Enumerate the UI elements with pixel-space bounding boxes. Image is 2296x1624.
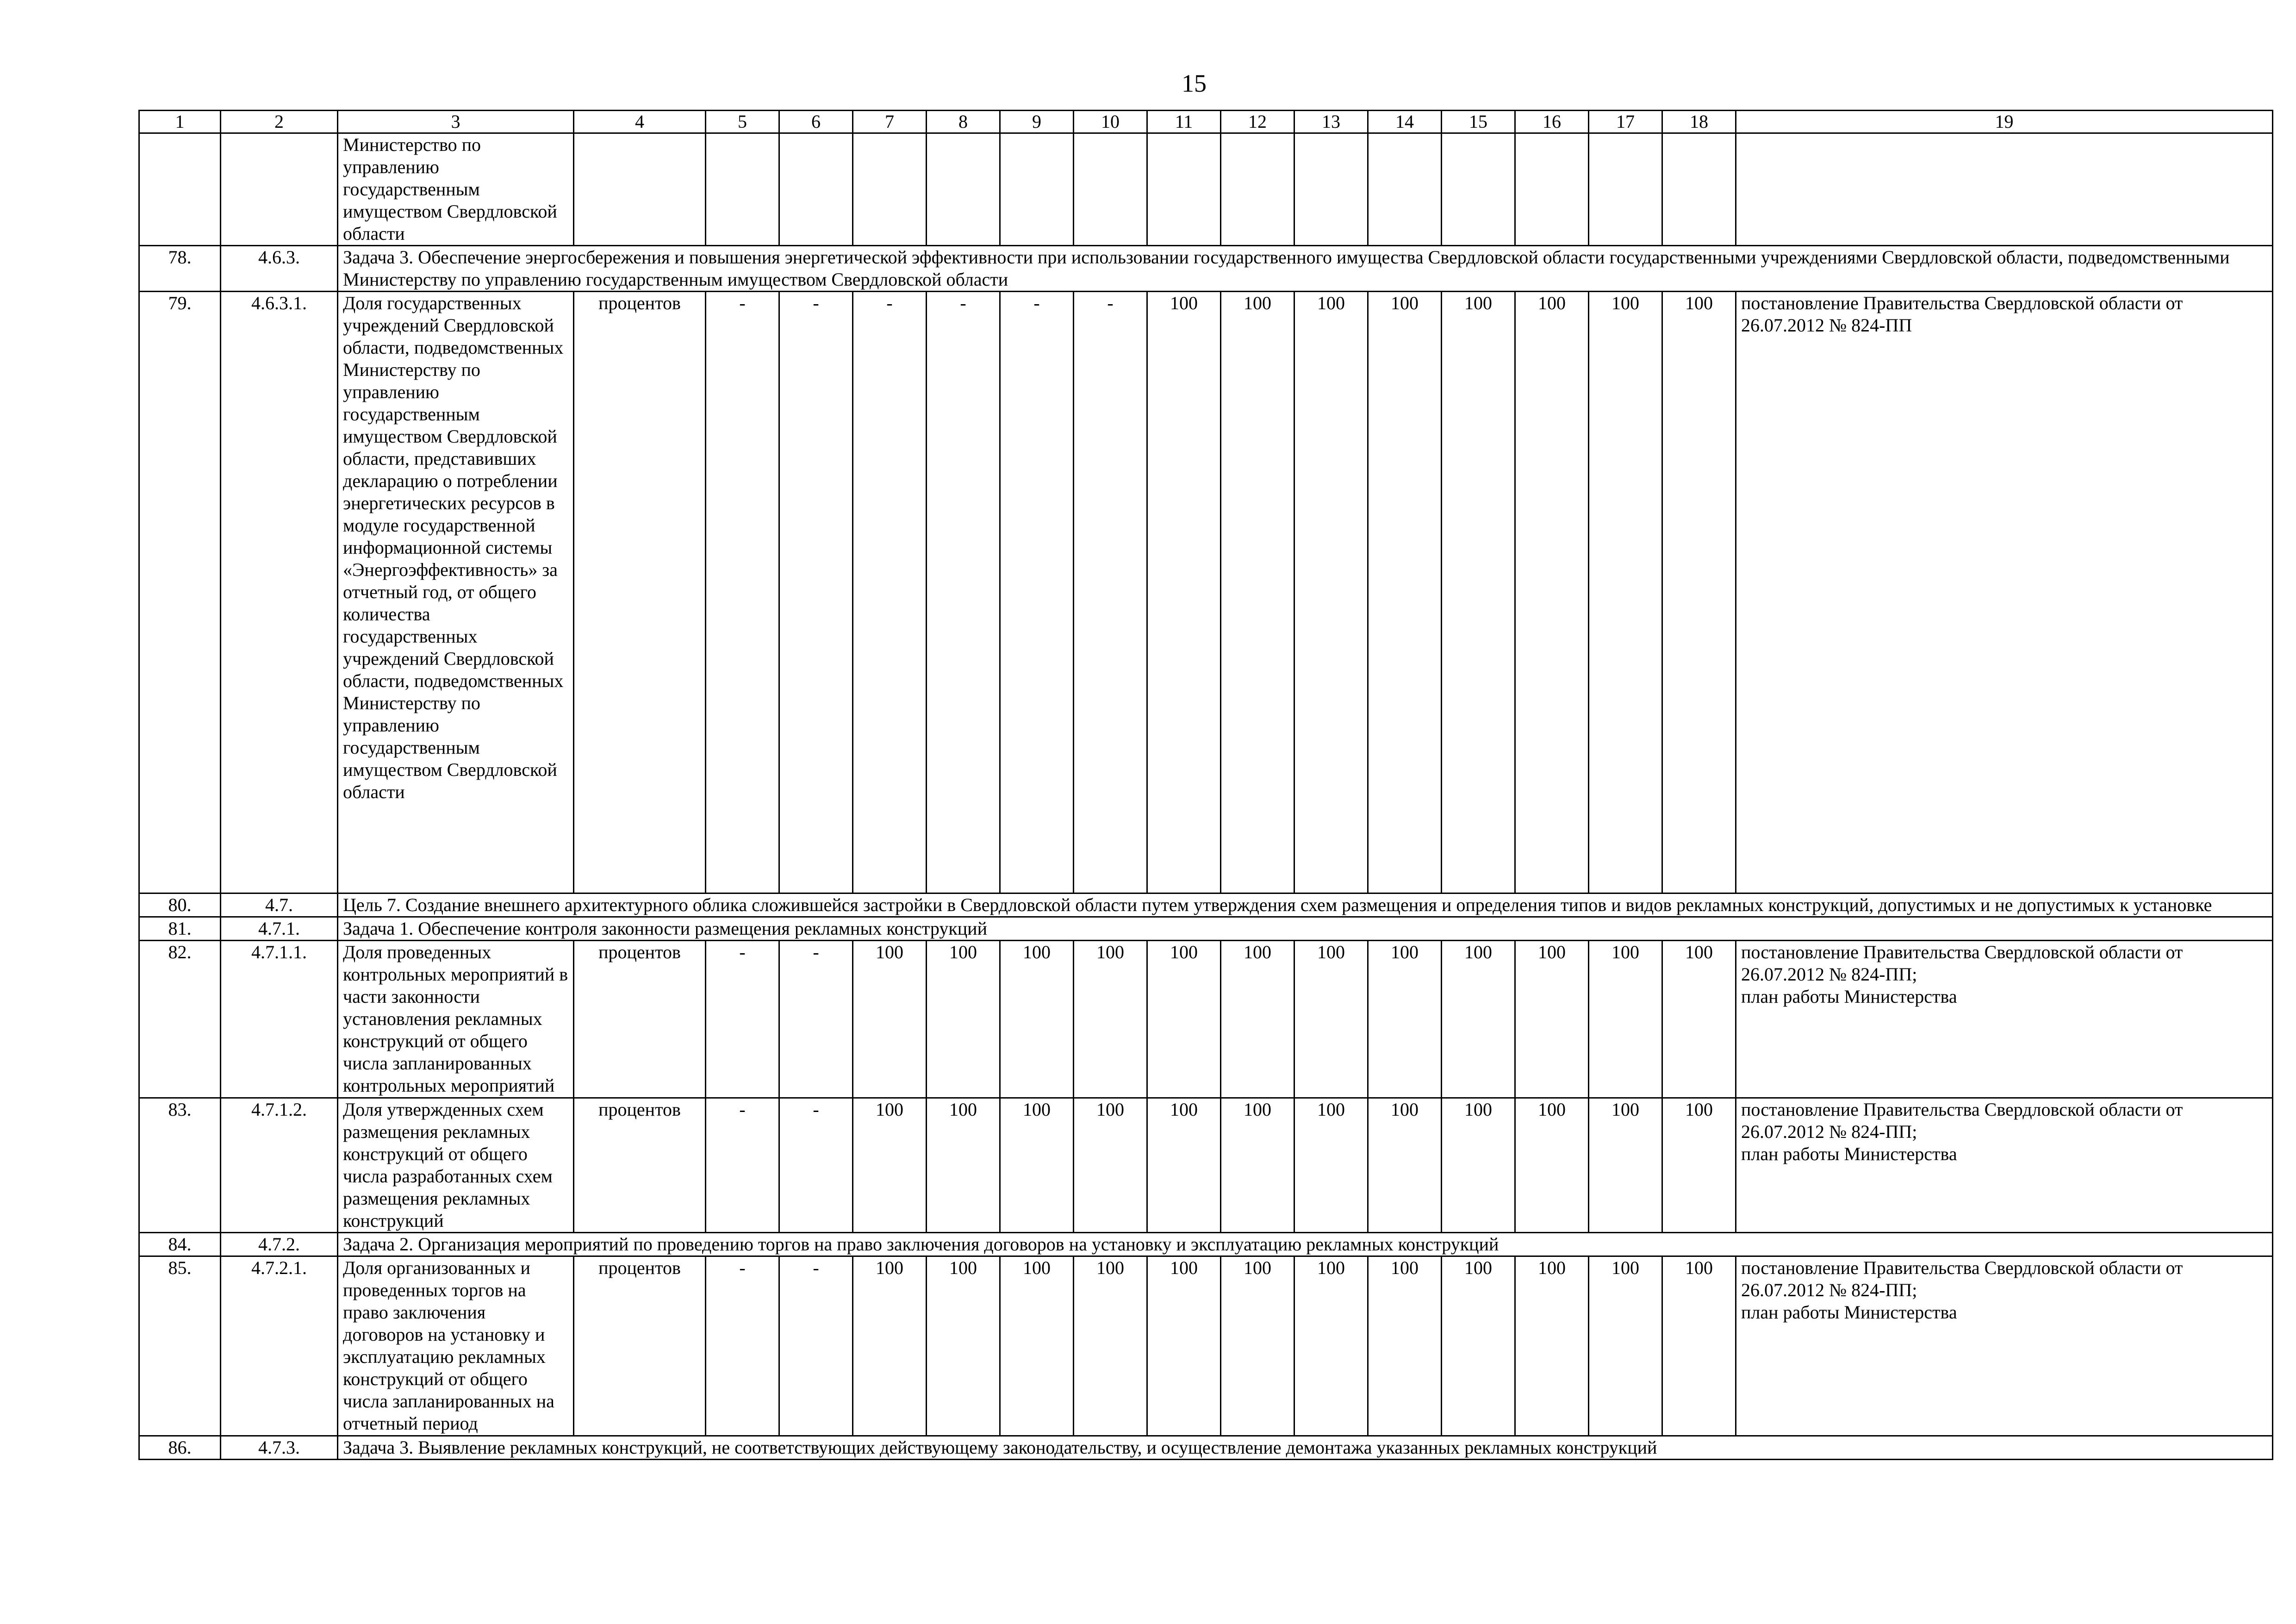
value-cell: 100 xyxy=(1147,1098,1221,1233)
row-number: 85. xyxy=(139,1256,221,1436)
value-cell: 100 xyxy=(1294,941,1368,1098)
col-header: 3 xyxy=(338,111,574,133)
value-cell: - xyxy=(706,1098,779,1233)
row-number: 84. xyxy=(139,1233,221,1256)
indicator-name: Доля утвержденных схем размещения рекламных конструкций от общего числа разработанных схем размещения рекламных конструкций xyxy=(338,1098,574,1233)
source-line: план работы Министерства xyxy=(1741,986,1957,1007)
value-cell: 100 xyxy=(1442,292,1515,893)
source-line: план работы Министерства xyxy=(1741,1143,1957,1164)
value-cell: 100 xyxy=(1662,1098,1736,1233)
col-header: 1 xyxy=(139,111,221,133)
value-cell: - xyxy=(779,941,853,1098)
indicators-table xyxy=(138,110,2273,1460)
col-header: 9 xyxy=(1000,111,1074,133)
value-cell: 100 xyxy=(1074,941,1147,1098)
value-cell: 100 xyxy=(1221,292,1294,893)
unit: процентов xyxy=(574,1256,706,1436)
value-cell: 100 xyxy=(1442,1256,1515,1436)
col-header: 16 xyxy=(1515,111,1589,133)
row-code: 4.7. xyxy=(221,893,338,917)
value-cell: - xyxy=(1000,292,1074,893)
value-cell: 100 xyxy=(1294,292,1368,893)
table-row-indicator xyxy=(139,1256,2273,1436)
task-text: Задача 1. Обеспечение контроля законности размещения рекламных конструкций xyxy=(338,917,2273,941)
source-cell xyxy=(1736,941,2273,1098)
value-cell: 100 xyxy=(927,1098,1000,1233)
task-text: Задача 3. Обеспечение энергосбережения и повышения энергетической эффективности при использовании государственного имущества Свердловской области государственными учреждениями Свердловской области, подведомственными Министерству по управлению государственным имуществом Свердловской области xyxy=(338,246,2273,292)
source-line: план работы Министерства xyxy=(1741,1302,1957,1323)
value-cell: 100 xyxy=(1368,941,1442,1098)
row-code xyxy=(221,133,338,246)
source-cell xyxy=(1736,1098,2273,1233)
value-cell: 100 xyxy=(1662,292,1736,893)
table-row-task xyxy=(139,1436,2273,1460)
value-cell: 100 xyxy=(1074,1256,1147,1436)
row-code: 4.6.3. xyxy=(221,246,338,292)
value-cell: 100 xyxy=(1368,1256,1442,1436)
row-code: 4.7.2.1. xyxy=(221,1256,338,1436)
task-text: Задача 3. Выявление рекламных конструкций, не соответствующих действующему законодательству, и осуществление демонтажа указанных рекламных конструкций xyxy=(338,1436,2273,1460)
source-line: постановление Правительства Свердловской области от 26.07.2012 № 824-ПП; xyxy=(1741,1099,2183,1142)
value-cell: 100 xyxy=(1294,1256,1368,1436)
source-cell: постановление Правительства Свердловской области от 26.07.2012 № 824-ПП xyxy=(1736,292,2273,893)
col-header: 12 xyxy=(1221,111,1294,133)
col-header: 2 xyxy=(221,111,338,133)
value-cell: - xyxy=(779,1098,853,1233)
value-cell: - xyxy=(706,1256,779,1436)
col-header: 6 xyxy=(779,111,853,133)
col-header: 19 xyxy=(1736,111,2273,133)
row-number xyxy=(139,133,221,246)
indicator-name: Доля проведенных контрольных мероприятий в части законности установления рекламных конструкций от общего числа запланированных контрольных мероприятий xyxy=(338,941,574,1098)
value-cell: 100 xyxy=(1662,1256,1736,1436)
table-row-indicator xyxy=(139,1098,2273,1233)
value-cell: - xyxy=(706,292,779,893)
value-cell: 100 xyxy=(1368,292,1442,893)
col-header: 8 xyxy=(927,111,1000,133)
row-code: 4.7.1. xyxy=(221,917,338,941)
indicator-name: Министерство по управлению государственным имуществом Свердловской области xyxy=(338,133,574,246)
row-number: 79. xyxy=(139,292,221,893)
value-cell: 100 xyxy=(1442,1098,1515,1233)
row-number: 78. xyxy=(139,246,221,292)
value-cell: 100 xyxy=(1515,941,1589,1098)
column-number-row xyxy=(139,111,2273,133)
value-cell: 100 xyxy=(853,1256,927,1436)
table-row-indicator xyxy=(139,941,2273,1098)
row-number: 83. xyxy=(139,1098,221,1233)
value-cell: 100 xyxy=(1589,1098,1662,1233)
value-cell: 100 xyxy=(1368,1098,1442,1233)
value-cell: 100 xyxy=(1221,1098,1294,1233)
value-cell: - xyxy=(927,292,1000,893)
task-text: Задача 2. Организация мероприятий по проведению торгов на право заключения договоров на установку и эксплуатацию рекламных конструкций xyxy=(338,1233,2273,1256)
table-row-task xyxy=(139,246,2273,292)
page-number: 15 xyxy=(1182,69,1207,97)
value-cell: 100 xyxy=(1147,941,1221,1098)
value-cell: 100 xyxy=(927,941,1000,1098)
value-cell: 100 xyxy=(1147,1256,1221,1436)
value-cell: 100 xyxy=(1221,941,1294,1098)
value-cell: 100 xyxy=(1589,1256,1662,1436)
value-cell: 100 xyxy=(1294,1098,1368,1233)
value-cell: 100 xyxy=(927,1256,1000,1436)
value-cell: 100 xyxy=(853,941,927,1098)
row-code: 4.7.3. xyxy=(221,1436,338,1460)
value-cell: 100 xyxy=(1221,1256,1294,1436)
value-cell: - xyxy=(779,1256,853,1436)
row-code: 4.7.2. xyxy=(221,1233,338,1256)
col-header: 11 xyxy=(1147,111,1221,133)
row-number: 86. xyxy=(139,1436,221,1460)
source-line: постановление Правительства Свердловской области от 26.07.2012 № 824-ПП; xyxy=(1741,942,2183,985)
value-cell: 100 xyxy=(1442,941,1515,1098)
value-cell: 100 xyxy=(1662,941,1736,1098)
indicator-name: Доля организованных и проведенных торгов на право заключения договоров на установку и эксплуатацию рекламных конструкций от общего числа запланированных на отчетный период xyxy=(338,1256,574,1436)
row-number: 82. xyxy=(139,941,221,1098)
table-row-goal xyxy=(139,893,2273,917)
goal-text: Цель 7. Создание внешнего архитектурного облика сложившейся застройки в Свердловской области путем утверждения схем размещения и определения типов и видов рекламных конструкций, допустимых и не допустимых к установке xyxy=(338,893,2273,917)
table-row-task xyxy=(139,917,2273,941)
value-cell: 100 xyxy=(1074,1098,1147,1233)
col-header: 7 xyxy=(853,111,927,133)
col-header: 13 xyxy=(1294,111,1368,133)
value-cell: - xyxy=(706,941,779,1098)
unit: процентов xyxy=(574,292,706,893)
row-code: 4.7.1.2. xyxy=(221,1098,338,1233)
col-header: 17 xyxy=(1589,111,1662,133)
value-cell: 100 xyxy=(853,1098,927,1233)
source-cell xyxy=(1736,1256,2273,1436)
row-code: 4.6.3.1. xyxy=(221,292,338,893)
value-cell: 100 xyxy=(1515,292,1589,893)
col-header: 4 xyxy=(574,111,706,133)
col-header: 5 xyxy=(706,111,779,133)
col-header: 18 xyxy=(1662,111,1736,133)
value-cell: 100 xyxy=(1000,1098,1074,1233)
value-cell: 100 xyxy=(1515,1256,1589,1436)
col-header: 15 xyxy=(1442,111,1515,133)
col-header: 10 xyxy=(1074,111,1147,133)
row-code: 4.7.1.1. xyxy=(221,941,338,1098)
value-cell: 100 xyxy=(1147,292,1221,893)
source-line: постановление Правительства Свердловской области от 26.07.2012 № 824-ПП; xyxy=(1741,1257,2183,1300)
unit: процентов xyxy=(574,941,706,1098)
col-header: 14 xyxy=(1368,111,1442,133)
value-cell: 100 xyxy=(1515,1098,1589,1233)
table-row-indicator xyxy=(139,292,2273,893)
indicator-name: Доля государственных учреждений Свердловской области, подведомственных Министерству по управлению государственным имуществом Свердловской области, представивших декларацию о потреблении энергетических ресурсов в модуле государственной информационной системы «Энергоэффективность» за отчетный год, от общего количества государственных учреждений Свердловской области, подведомственных Министерству по управлению государственным имуществом Свердловской области xyxy=(338,292,574,893)
value-cell: - xyxy=(853,292,927,893)
table-row-task xyxy=(139,1233,2273,1256)
value-cell: 100 xyxy=(1589,941,1662,1098)
value-cell: 100 xyxy=(1000,941,1074,1098)
row-number: 80. xyxy=(139,893,221,917)
table-row-continuation xyxy=(139,133,2273,246)
unit: процентов xyxy=(574,1098,706,1233)
row-number: 81. xyxy=(139,917,221,941)
value-cell: - xyxy=(1074,292,1147,893)
value-cell: 100 xyxy=(1589,292,1662,893)
value-cell: 100 xyxy=(1000,1256,1074,1436)
value-cell: - xyxy=(779,292,853,893)
